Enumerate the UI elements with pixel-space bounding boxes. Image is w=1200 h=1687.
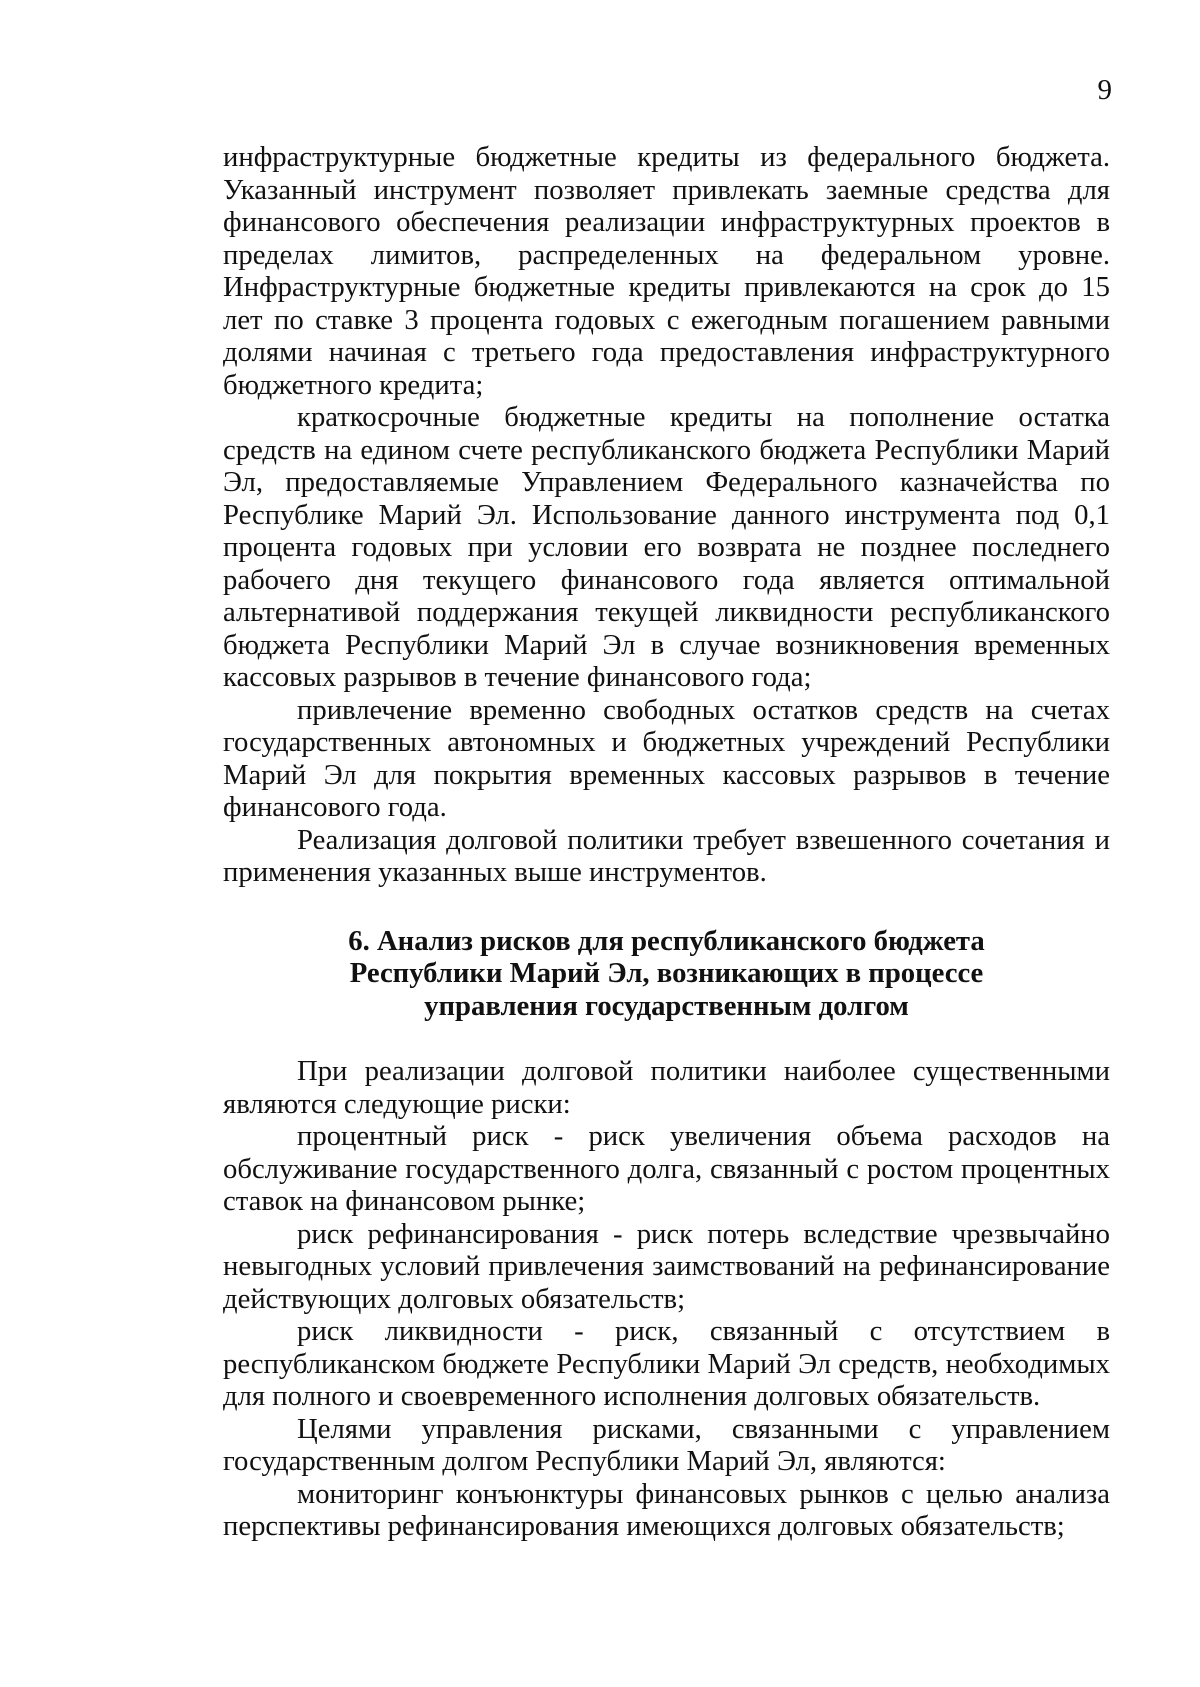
section-heading-line-3: управления государственным долгом: [424, 989, 909, 1022]
paragraph-infrastructure-credits: инфраструктурные бюджетные кредиты из федерального бюджета. Указанный инструмент позволяет привлекать заемные средства для финансового обеспечения реализации инфраструктурных проектов в пределах лимитов, распределенных на федеральном уровне. Инфраструктурные бюджетные кредиты привлекаются на срок до 15 лет по ставке 3 процента годовых с ежегодным погашением равными долями начиная с третьего года предоставления инфраструктурного бюджетного кредита;: [223, 141, 1110, 401]
paragraph-short-term-credits: краткосрочные бюджетные кредиты на пополнение остатка средств на едином счете республиканского бюджета Республики Марий Эл, предоставляемые Управлением Федерального казначейства по Республике Марий Эл. Использование данного инструмента под 0,1 процента годовых при условии его возврата не позднее последнего рабочего дня текущего финансового года является оптимальной альтернативой поддержания текущей ликвидности республиканского бюджета Республики Марий Эл в случае возникновения временных кассовых разрывов в течение финансового года;: [223, 401, 1110, 693]
paragraph-liquidity-risk: риск ликвидности - риск, связанный с отсутствием в республиканском бюджете Республики Марий Эл средств, необходимых для полного и своевременного исполнения долговых обязательств.: [223, 1315, 1110, 1412]
paragraph-free-balances: привлечение временно свободных остатков средств на счетах государственных автономных и бюджетных учреждений Республики Марий Эл для покрытия временных кассовых разрывов в течение финансового года.: [223, 693, 1110, 823]
paragraph-main-risks-intro: При реализации долговой политики наиболее существенными являются следующие риски:: [223, 1055, 1110, 1120]
document-body: [223, 141, 1110, 1543]
paragraph-interest-rate-risk: процентный риск - риск увеличения объема расходов на обслуживание государственного долга, связанный с ростом процентных ставок на финансовом рынке;: [223, 1120, 1110, 1217]
paragraph-refinancing-risk: риск рефинансирования - риск потерь вследствие чрезвычайно невыгодных условий привлечения заимствований на рефинансирование действующих долговых обязательств;: [223, 1217, 1110, 1315]
paragraph-debt-policy-balance: Реализация долговой политики требует взвешенного сочетания и применения указанных выше инструментов.: [223, 823, 1110, 888]
paragraph-market-monitoring: мониторинг конъюнктуры финансовых рынков с целью анализа перспективы рефинансирования имеющихся долговых обязательств;: [223, 1477, 1110, 1542]
paragraph-risk-management-goals: Целями управления рисками, связанными с управлением государственным долгом Республики Марий Эл, являются:: [223, 1412, 1110, 1477]
section-heading-line-2: Республики Марий Эл, возникающих в процессе: [349, 957, 984, 989]
page-number: 9: [1097, 74, 1112, 106]
section-heading: [223, 925, 1110, 1023]
section-heading-line-1: 6. Анализ рисков для республиканского бюджета: [348, 924, 985, 957]
